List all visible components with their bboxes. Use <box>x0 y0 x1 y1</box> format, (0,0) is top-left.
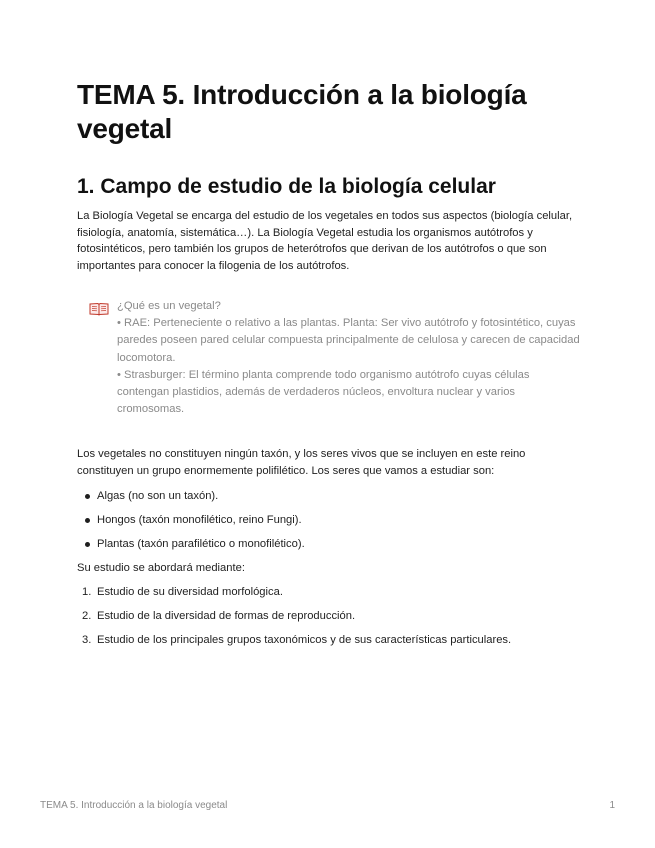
footer-page-number: 1 <box>609 800 615 811</box>
callout-definition-strasburger: • Strasburger: El término planta comprende todo organismo autótrofo cuyas células contengan plastidios, además de verdaderos núcleos, envoltura nuclear y varios cromosomas. <box>117 368 530 416</box>
page-footer <box>40 800 615 814</box>
second-paragraph: Los vegetales no constituyen ningún taxón, y los seres vivos que se incluyen en este reino constituyen un grupo enormemente polifilético. Los seres que vamos a estudiar son: <box>77 448 526 478</box>
page-title: TEMA 5. Introducción a la biología vegetal <box>77 79 527 144</box>
approach-lead: Su estudio se abordará mediante: <box>77 562 245 575</box>
list-item: Hongos (taxón monofilético, reino Fungi). <box>77 513 582 528</box>
numbered-item: 1. Estudio de su diversidad morfológica. <box>82 586 283 599</box>
callout-question: ¿Qué es un vegetal? <box>117 300 221 312</box>
footer-title: TEMA 5. Introducción a la biología vegetal <box>40 800 228 811</box>
organism-list <box>77 489 582 552</box>
callout-definition-rae: • RAE: Perteneciente o relativo a las plantas. Planta: Ser vivo autótrofo y fotosintético, cuyas paredes poseen pared celular compuesta principalmente de celulosa y carecen de capacidad locomotora. <box>117 317 580 364</box>
bullet-dot <box>85 494 90 499</box>
section-heading: 1. Campo de estudio de la biología celular <box>77 175 496 198</box>
numbered-item: 2. Estudio de la diversidad de formas de reproducción. <box>82 610 356 623</box>
bullet-dot <box>85 542 90 547</box>
open-book-icon <box>89 302 109 316</box>
bullet-dot <box>85 518 90 523</box>
definition-callout <box>89 298 582 418</box>
intro-paragraph: La Biología Vegetal se encarga del estudio de los vegetales en todos sus aspectos (biología celular, fisiología, anatomía, sistemática…). La Biología Vegetal estudia los organismos autótrofos y fotosintéticos, pero también los grupos de heterótrofos que derivan de los autótrofos o que son importantes para conocer la filogenia de los autótrofos. <box>77 210 573 272</box>
callout-text <box>117 298 582 418</box>
approach-list <box>77 585 582 648</box>
list-item: Plantas (taxón parafilético o monofilético). <box>77 537 582 552</box>
list-item: Algas (no son un taxón). <box>77 489 582 504</box>
numbered-item: 3. Estudio de los principales grupos taxonómicos y de sus características particulares. <box>82 634 512 647</box>
document-page <box>77 78 582 648</box>
